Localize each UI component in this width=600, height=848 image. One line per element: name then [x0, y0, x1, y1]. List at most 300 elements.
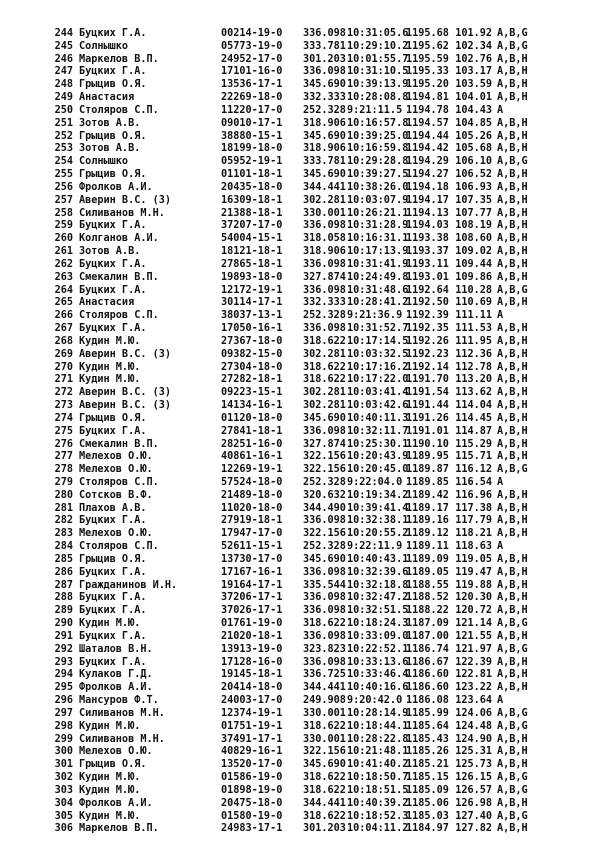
fancier-name-cell: Буцких Г.А.: [79, 656, 147, 668]
arrival-time-cell: 10:29:28.8: [347, 156, 409, 168]
distance-cell: 345.690: [303, 169, 346, 181]
coefficient-cell: 107.77: [455, 207, 492, 219]
speed-cell: 1189.95: [406, 451, 449, 463]
coefficient-cell: 112.78: [455, 361, 492, 373]
fancier-name-cell: Кудин М.Ю.: [79, 361, 141, 373]
category-cell: A,B,H: [497, 592, 528, 604]
place-cell: 248: [54, 79, 73, 91]
result-row: [51, 336, 581, 349]
category-cell: A,B,H: [497, 66, 528, 78]
coefficient-cell: 115.71: [455, 451, 492, 463]
fancier-name-cell: Мансуров Ф.Т.: [79, 695, 159, 707]
arrival-time-cell: 10:40:39.2: [347, 797, 409, 809]
coefficient-cell: 122.81: [455, 669, 492, 681]
place-cell: 297: [54, 707, 73, 719]
category-cell: A: [497, 104, 504, 116]
speed-cell: 1185.26: [406, 746, 449, 758]
place-cell: 281: [54, 502, 73, 514]
place-cell: 259: [54, 220, 73, 232]
distance-cell: 330.001: [303, 707, 346, 719]
category-cell: A,B,H: [497, 297, 528, 309]
arrival-time-cell: 10:18:51.5: [347, 784, 409, 796]
speed-cell: 1194.42: [406, 143, 449, 155]
coefficient-cell: 124.90: [455, 733, 492, 745]
place-cell: 277: [54, 451, 73, 463]
place-cell: 285: [54, 553, 73, 565]
category-cell: A,B,H: [497, 130, 528, 142]
distance-cell: 252.328: [303, 541, 346, 553]
arrival-time-cell: 10:16:59.8: [347, 143, 409, 155]
coefficient-cell: 118.21: [455, 528, 492, 540]
place-cell: 296: [54, 695, 73, 707]
distance-cell: 322.156: [303, 451, 346, 463]
result-row: [51, 41, 581, 54]
distance-cell: 252.328: [303, 104, 346, 116]
ring-number-cell: 27865-18-1: [221, 258, 283, 270]
coefficient-cell: 109.44: [455, 258, 492, 270]
fancier-name-cell: Солнышко: [79, 156, 129, 168]
coefficient-cell: 119.47: [455, 566, 492, 578]
coefficient-cell: 118.63: [455, 541, 492, 553]
fancier-name-cell: Мелехов О.Ю.: [79, 451, 153, 463]
ring-number-cell: 20435-18-0: [221, 181, 283, 193]
fancier-name-cell: Столяров С.П.: [79, 104, 159, 116]
result-row: [51, 721, 581, 734]
category-cell: A,B,H: [497, 656, 528, 668]
category-cell: A,B,G: [497, 720, 528, 732]
ring-number-cell: 37207-17-0: [221, 220, 283, 232]
coefficient-cell: 127.82: [455, 823, 492, 835]
distance-cell: 332.333: [303, 92, 346, 104]
category-cell: A,B,H: [497, 515, 528, 527]
fancier-name-cell: Смекалин В.П.: [79, 271, 159, 283]
arrival-time-cell: 10:32:51.5: [347, 605, 409, 617]
distance-cell: 302.281: [303, 194, 346, 206]
speed-cell: 1194.18: [406, 181, 449, 193]
arrival-time-cell: 10:26:21.1: [347, 207, 409, 219]
speed-cell: 1189.85: [406, 476, 449, 488]
speed-cell: 1192.35: [406, 323, 449, 335]
fancier-name-cell: Анастасия: [79, 92, 135, 104]
result-row: [51, 772, 581, 785]
coefficient-cell: 106.93: [455, 181, 492, 193]
ring-number-cell: 13913-19-0: [221, 643, 283, 655]
result-row: [51, 362, 581, 375]
category-cell: A,B,H: [497, 746, 528, 758]
category-cell: A,B,H: [497, 669, 528, 681]
coefficient-cell: 105.26: [455, 130, 492, 142]
speed-cell: 1189.05: [406, 566, 449, 578]
distance-cell: 336.098: [303, 656, 346, 668]
result-row: [51, 105, 581, 118]
ring-number-cell: 28251-16-0: [221, 438, 283, 450]
category-cell: A,B,H: [497, 502, 528, 514]
arrival-time-cell: 10:21:48.1: [347, 746, 409, 758]
fancier-name-cell: Аверин В.С. (3): [79, 194, 172, 206]
category-cell: A,B,H: [497, 400, 528, 412]
coefficient-cell: 102.76: [455, 53, 492, 65]
ring-number-cell: 09010-17-1: [221, 117, 283, 129]
result-row: [51, 811, 581, 824]
speed-cell: 1185.64: [406, 720, 449, 732]
result-row: [51, 669, 581, 682]
arrival-time-cell: 10:31:10.5: [347, 66, 409, 78]
category-cell: A,B,H: [497, 246, 528, 258]
speed-cell: 1189.11: [406, 541, 449, 553]
place-cell: 256: [54, 181, 73, 193]
ring-number-cell: 01580-19-0: [221, 810, 283, 822]
place-cell: 272: [54, 387, 73, 399]
place-cell: 260: [54, 233, 73, 245]
coefficient-cell: 103.59: [455, 79, 492, 91]
distance-cell: 301.203: [303, 53, 346, 65]
category-cell: A,B,H: [497, 553, 528, 565]
fancier-name-cell: Буцких Г.А.: [79, 515, 147, 527]
speed-cell: 1185.09: [406, 784, 449, 796]
category-cell: A,B,H: [497, 797, 528, 809]
arrival-time-cell: 10:16:31.1: [347, 233, 409, 245]
distance-cell: 344.441: [303, 181, 346, 193]
category-cell: A,B,H: [497, 733, 528, 745]
coefficient-cell: 122.39: [455, 656, 492, 668]
distance-cell: 322.156: [303, 464, 346, 476]
coefficient-cell: 110.28: [455, 284, 492, 296]
coefficient-cell: 126.98: [455, 797, 492, 809]
speed-cell: 1195.33: [406, 66, 449, 78]
coefficient-cell: 123.64: [455, 695, 492, 707]
arrival-time-cell: 10:33:09.0: [347, 630, 409, 642]
ring-number-cell: 00214-19-0: [221, 28, 283, 39]
arrival-time-cell: 10:33:13.6: [347, 656, 409, 668]
distance-cell: 249.908: [303, 695, 346, 707]
fancier-name-cell: Солнышко: [79, 40, 129, 52]
ring-number-cell: 12172-19-1: [221, 284, 283, 296]
category-cell: A,B,H: [497, 233, 528, 245]
arrival-time-cell: 10:31:52.7: [347, 323, 409, 335]
speed-cell: 1190.10: [406, 438, 449, 450]
result-row: [51, 374, 581, 387]
coefficient-cell: 120.30: [455, 592, 492, 604]
arrival-time-cell: 10:38:26.0: [347, 181, 409, 193]
ring-number-cell: 01898-19-0: [221, 784, 283, 796]
place-cell: 289: [54, 605, 73, 617]
coefficient-cell: 111.95: [455, 335, 492, 347]
arrival-time-cell: 10:01:55.7: [347, 53, 409, 65]
distance-cell: 252.328: [303, 310, 346, 322]
speed-cell: 1185.03: [406, 810, 449, 822]
category-cell: A,B,H: [497, 143, 528, 155]
place-cell: 299: [54, 733, 73, 745]
arrival-time-cell: 10:33:46.4: [347, 669, 409, 681]
ring-number-cell: 27841-18-1: [221, 425, 283, 437]
distance-cell: 327.874: [303, 438, 346, 450]
category-cell: A,B,H: [497, 207, 528, 219]
ring-number-cell: 01586-19-0: [221, 772, 283, 784]
ring-number-cell: 14134-16-1: [221, 400, 283, 412]
arrival-time-cell: 10:16:57.8: [347, 117, 409, 129]
speed-cell: 1195.20: [406, 79, 449, 91]
arrival-time-cell: 10:04:11.2: [347, 823, 409, 835]
coefficient-cell: 104.01: [455, 92, 492, 104]
speed-cell: 1189.87: [406, 464, 449, 476]
ring-number-cell: 40861-16-1: [221, 451, 283, 463]
place-cell: 279: [54, 476, 73, 488]
fancier-name-cell: Буцких Г.А.: [79, 592, 147, 604]
speed-cell: 1189.16: [406, 515, 449, 527]
ring-number-cell: 24003-17-0: [221, 695, 283, 707]
category-cell: A,B,H: [497, 220, 528, 232]
coefficient-cell: 104.85: [455, 117, 492, 129]
ring-number-cell: 27919-18-1: [221, 515, 283, 527]
fancier-name-cell: Смекалин В.П.: [79, 438, 159, 450]
place-cell: 268: [54, 335, 73, 347]
result-row: [51, 823, 581, 836]
ring-number-cell: 20475-18-0: [221, 797, 283, 809]
coefficient-cell: 124.06: [455, 707, 492, 719]
coefficient-cell: 114.45: [455, 412, 492, 424]
arrival-time-cell: 10:39:27.5: [347, 169, 409, 181]
arrival-time-cell: 9:20:42.0: [347, 695, 403, 707]
fancier-name-cell: Фролков А.И.: [79, 682, 153, 694]
fancier-name-cell: Аверин В.С. (3): [79, 400, 172, 412]
coefficient-cell: 113.20: [455, 374, 492, 386]
category-cell: A,B,G: [497, 464, 528, 476]
category-cell: A,B,H: [497, 451, 528, 463]
arrival-time-cell: 10:32:11.7: [347, 425, 409, 437]
place-cell: 262: [54, 258, 73, 270]
ring-number-cell: 12374-19-1: [221, 707, 283, 719]
place-cell: 258: [54, 207, 73, 219]
fancier-name-cell: Буцких Г.А.: [79, 28, 147, 39]
category-cell: A,B,H: [497, 387, 528, 399]
place-cell: 247: [54, 66, 73, 78]
coefficient-cell: 119.05: [455, 553, 492, 565]
result-row: [51, 541, 581, 554]
category-cell: A,B,H: [497, 92, 528, 104]
coefficient-cell: 126.15: [455, 772, 492, 784]
ring-number-cell: 19893-18-0: [221, 271, 283, 283]
category-cell: A,B,H: [497, 348, 528, 360]
place-cell: 291: [54, 630, 73, 642]
place-cell: 303: [54, 784, 73, 796]
ring-number-cell: 38880-15-1: [221, 130, 283, 142]
ring-number-cell: 05952-19-1: [221, 156, 283, 168]
speed-cell: 1186.74: [406, 643, 449, 655]
coefficient-cell: 116.54: [455, 476, 492, 488]
arrival-time-cell: 10:18:52.3: [347, 810, 409, 822]
speed-cell: 1191.01: [406, 425, 449, 437]
fancier-name-cell: Буцких Г.А.: [79, 323, 147, 335]
ring-number-cell: 21489-18-0: [221, 489, 283, 501]
coefficient-cell: 108.60: [455, 233, 492, 245]
fancier-name-cell: Буцких Г.А.: [79, 605, 147, 617]
coefficient-cell: 101.92: [455, 28, 492, 39]
distance-cell: 336.098: [303, 566, 346, 578]
category-cell: A,B,H: [497, 412, 528, 424]
fancier-name-cell: Кудин М.Ю.: [79, 772, 141, 784]
category-cell: A,B,H: [497, 323, 528, 335]
arrival-time-cell: 10:32:39.6: [347, 566, 409, 578]
fancier-name-cell: Грыцив О.Я.: [79, 412, 147, 424]
category-cell: A,B,G: [497, 40, 528, 52]
arrival-time-cell: 10:31:05.6: [347, 28, 409, 39]
fancier-name-cell: Кудин М.Ю.: [79, 720, 141, 732]
distance-cell: 318.906: [303, 143, 346, 155]
place-cell: 250: [54, 104, 73, 116]
arrival-time-cell: 9:22:04.0: [347, 476, 403, 488]
distance-cell: 318.622: [303, 810, 346, 822]
arrival-time-cell: 10:20:55.2: [347, 528, 409, 540]
distance-cell: 318.622: [303, 361, 346, 373]
place-cell: 249: [54, 92, 73, 104]
arrival-time-cell: 10:28:22.8: [347, 733, 409, 745]
distance-cell: 336.098: [303, 220, 346, 232]
arrival-time-cell: 10:28:14.9: [347, 707, 409, 719]
coefficient-cell: 121.14: [455, 618, 492, 630]
category-cell: A: [497, 541, 504, 553]
category-cell: A,B,G: [497, 772, 528, 784]
place-cell: 295: [54, 682, 73, 694]
arrival-time-cell: 10:17:16.2: [347, 361, 409, 373]
fancier-name-cell: Сотсков В.Ф.: [79, 489, 153, 501]
place-cell: 280: [54, 489, 73, 501]
place-cell: 267: [54, 323, 73, 335]
distance-cell: 318.906: [303, 117, 346, 129]
speed-cell: 1186.67: [406, 656, 449, 668]
category-cell: A,B,H: [497, 271, 528, 283]
speed-cell: 1184.97: [406, 823, 449, 835]
arrival-time-cell: 10:32:38.1: [347, 515, 409, 527]
arrival-time-cell: 10:39:41.4: [347, 502, 409, 514]
ring-number-cell: 17050-16-1: [221, 323, 283, 335]
speed-cell: 1187.00: [406, 630, 449, 642]
coefficient-cell: 119.88: [455, 579, 492, 591]
distance-cell: 318.622: [303, 374, 346, 386]
place-cell: 292: [54, 643, 73, 655]
result-row: [51, 285, 581, 298]
place-cell: 298: [54, 720, 73, 732]
place-cell: 275: [54, 425, 73, 437]
place-cell: 273: [54, 400, 73, 412]
ring-number-cell: 12269-19-1: [221, 464, 283, 476]
fancier-name-cell: Буцких Г.А.: [79, 284, 147, 296]
ring-number-cell: 17947-17-0: [221, 528, 283, 540]
speed-cell: 1189.17: [406, 502, 449, 514]
arrival-time-cell: 10:31:41.9: [347, 258, 409, 270]
result-row: [51, 695, 581, 708]
distance-cell: 345.690: [303, 79, 346, 91]
distance-cell: 336.098: [303, 284, 346, 296]
place-cell: 266: [54, 310, 73, 322]
arrival-time-cell: 10:39:25.0: [347, 130, 409, 142]
ring-number-cell: 18121-18-1: [221, 246, 283, 258]
arrival-time-cell: 10:22:52.1: [347, 643, 409, 655]
ring-number-cell: 21020-18-1: [221, 630, 283, 642]
result-row: [51, 118, 581, 131]
place-cell: 265: [54, 297, 73, 309]
category-cell: A,B,H: [497, 682, 528, 694]
place-cell: 306: [54, 823, 73, 835]
category-cell: A,B,G: [497, 810, 528, 822]
speed-cell: 1193.11: [406, 258, 449, 270]
fancier-name-cell: Фролков А.И.: [79, 181, 153, 193]
arrival-time-cell: 10:32:18.8: [347, 579, 409, 591]
coefficient-cell: 120.72: [455, 605, 492, 617]
distance-cell: 336.098: [303, 66, 346, 78]
distance-cell: 333.781: [303, 40, 346, 52]
arrival-time-cell: 10:28:41.2: [347, 297, 409, 309]
fancier-name-cell: Столяров С.П.: [79, 476, 159, 488]
result-row: [51, 477, 581, 490]
speed-cell: 1195.59: [406, 53, 449, 65]
result-row: [51, 169, 581, 182]
result-row: [51, 297, 581, 310]
distance-cell: 330.001: [303, 207, 346, 219]
coefficient-cell: 117.79: [455, 515, 492, 527]
fancier-name-cell: Силиванов М.Н.: [79, 733, 165, 745]
speed-cell: 1188.52: [406, 592, 449, 604]
coefficient-cell: 109.86: [455, 271, 492, 283]
distance-cell: 344.490: [303, 502, 346, 514]
ring-number-cell: 01101-18-1: [221, 169, 283, 181]
place-cell: 283: [54, 528, 73, 540]
result-row: [51, 644, 581, 657]
fancier-name-cell: Столяров С.П.: [79, 310, 159, 322]
place-cell: 257: [54, 194, 73, 206]
arrival-time-cell: 10:20:43.9: [347, 451, 409, 463]
place-cell: 274: [54, 412, 73, 424]
ring-number-cell: 24983-17-1: [221, 823, 283, 835]
distance-cell: 336.098: [303, 515, 346, 527]
result-row: [51, 605, 581, 618]
distance-cell: 336.098: [303, 258, 346, 270]
category-cell: A: [497, 695, 504, 707]
distance-cell: 333.781: [303, 156, 346, 168]
distance-cell: 302.281: [303, 348, 346, 360]
speed-cell: 1194.03: [406, 220, 449, 232]
ring-number-cell: 13520-17-0: [221, 759, 283, 771]
fancier-name-cell: Анастасия: [79, 297, 135, 309]
coefficient-cell: 124.48: [455, 720, 492, 732]
result-row: [51, 515, 581, 528]
place-cell: 287: [54, 579, 73, 591]
ring-number-cell: 37026-17-1: [221, 605, 283, 617]
category-cell: A,B,G: [497, 618, 528, 630]
ring-number-cell: 17128-16-0: [221, 656, 283, 668]
distance-cell: 301.203: [303, 823, 346, 835]
speed-cell: 1192.26: [406, 335, 449, 347]
ring-number-cell: 20414-18-0: [221, 682, 283, 694]
place-cell: 288: [54, 592, 73, 604]
result-row: [51, 131, 581, 144]
ring-number-cell: 30114-17-1: [221, 297, 283, 309]
ring-number-cell: 52611-15-1: [221, 541, 283, 553]
distance-cell: 302.281: [303, 400, 346, 412]
fancier-name-cell: Грыцив О.Я.: [79, 169, 147, 181]
result-row: [51, 310, 581, 323]
distance-cell: 327.874: [303, 271, 346, 283]
arrival-time-cell: 10:24:49.8: [347, 271, 409, 283]
fancier-name-cell: Буцких Г.А.: [79, 566, 147, 578]
distance-cell: 345.690: [303, 130, 346, 142]
fancier-name-cell: Зотов А.В.: [79, 246, 141, 258]
speed-cell: 1192.14: [406, 361, 449, 373]
coefficient-cell: 117.38: [455, 502, 492, 514]
arrival-time-cell: 9:21:36.9: [347, 310, 403, 322]
fancier-name-cell: Грыцив О.Я.: [79, 553, 147, 565]
result-row: [51, 798, 581, 811]
fancier-name-cell: Шаталов В.Н.: [79, 643, 153, 655]
